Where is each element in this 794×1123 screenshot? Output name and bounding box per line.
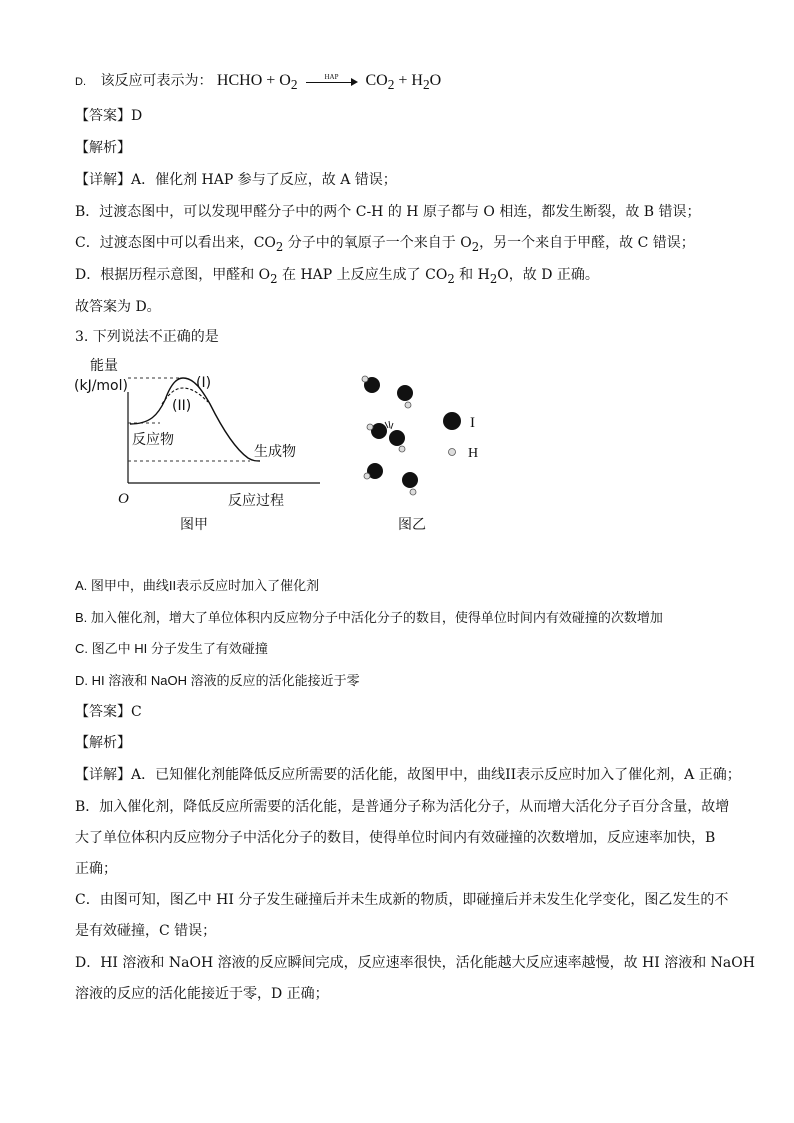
h-atom — [367, 424, 373, 430]
q3-detail-d-1: D．HI 溶液和 NaOH 溶液的反应瞬间完成，反应速率很快，活化能越大反应速率越慢，故 HI 溶液和 NaOH — [75, 955, 755, 971]
reaction-equation: HCHO + $O_2$ HAP $CO_2 + H_2O$ — [217, 72, 441, 89]
q3-detail-c-1: C．由图可知，图乙中 HI 分子发生碰撞后并未生成新的物质，即碰撞后并未发生化学变化，图乙发生的不 — [75, 892, 729, 908]
i-atom — [371, 423, 387, 439]
q3-option-c: C. 图乙中 HI 分子发生了有效碰撞 — [75, 641, 268, 656]
i-atom — [397, 385, 413, 401]
q2-conclusion: 故答案为 D。 — [75, 299, 161, 315]
curve-i — [130, 378, 260, 461]
reactant-label: 反应物 — [132, 432, 174, 448]
i-atom — [389, 430, 405, 446]
reaction-arrow-icon — [306, 74, 358, 88]
curve-ii-label: (II) — [172, 398, 192, 414]
q3-option-d: D. HI 溶液和 NaOH 溶液的反应的活化能接近于零 — [75, 673, 360, 688]
figure-b-caption: 图乙 — [398, 517, 426, 533]
legend-h-label: H — [468, 446, 479, 461]
energy-diagram — [74, 357, 320, 533]
figure-a-caption: 图甲 — [180, 517, 208, 533]
q3-detail-b-1: B．加入催化剂，降低反应所需要的活化能，是普通分子称为活化分子，从而增大活化分子百分含量，故增 — [75, 799, 730, 815]
q3-answer: 【答案】C — [75, 704, 142, 720]
collision-diagram — [362, 376, 478, 533]
legend-i-label: I — [470, 415, 475, 431]
x-axis-label: 反应过程 — [228, 493, 284, 509]
q2-answer: 【答案】D — [75, 108, 143, 124]
q3-analysis-heading: 【解析】 — [75, 735, 131, 751]
q2-option-d — [75, 70, 441, 95]
y-axis-label-unit: (kJ/mol) — [74, 378, 128, 394]
q2-detail-c: C．过渡态图中可以看出来，$CO_2$ 分子中的氧原子一个来自于 $O_2$，另一个来自于甲醛，故 C 错误； — [75, 235, 695, 254]
q2-detail-a: 【详解】A．催化剂 HAP 参与了反应，故 A 错误； — [75, 172, 397, 188]
q3-figures — [70, 352, 510, 537]
h-atom — [405, 402, 411, 408]
legend-i-atom-icon — [443, 412, 461, 430]
option-d-prefix: D. — [75, 76, 86, 88]
q3-option-a: A. 图甲中，曲线II表示反应时加入了催化剂 — [75, 578, 320, 593]
origin-label: O — [118, 491, 129, 507]
curve-i-label: (I) — [196, 375, 212, 391]
q3-detail-d-2: 溶液的反应的活化能接近于零，D 正确； — [75, 986, 329, 1002]
legend-h-atom-icon — [449, 449, 456, 456]
y-axis-label-energy: 能量 — [90, 358, 118, 374]
i-atom — [402, 472, 418, 488]
h-atom — [410, 489, 416, 495]
option-d-text: 该反应可表示为： — [100, 72, 213, 88]
q3-stem: 3. 下列说法不正确的是 — [75, 329, 219, 345]
q2-detail-d: D．根据历程示意图，甲醛和 $O_2$ 在 HAP 上反应生成了 $CO_2$ 和 $H_2O$，故 D 正确。 — [75, 267, 599, 286]
q3-detail-b-3: 正确； — [75, 861, 117, 877]
q3-option-b: B. 加入催化剂，增大了单位体积内反应物分子中活化分子的数目，使得单位时间内有效碰撞的次数增加 — [75, 610, 663, 625]
q3-detail-b-2: 大了单位体积内反应物分子中活化分子的数目，使得单位时间内有效碰撞的次数增加，反应速率加快，B — [75, 830, 716, 846]
arrow-catalyst-label: HAP — [324, 73, 339, 82]
h-atom — [364, 473, 370, 479]
q2-detail-b: B．过渡态图中，可以发现甲醛分子中的两个 C-H 的 H 原子都与 O 相连，都发生断裂，故 B 错误； — [75, 204, 701, 220]
q2-analysis-heading: 【解析】 — [75, 140, 131, 156]
product-label: 生成物 — [254, 444, 296, 460]
h-atom — [399, 446, 405, 452]
q3-detail-a: 【详解】A．已知催化剂能降低反应所需要的活化能，故图甲中，曲线II表示反应时加入了催化剂，A 正确； — [75, 767, 741, 783]
h-atom — [362, 376, 368, 382]
q3-detail-c-2: 是有效碰撞，C 错误； — [75, 923, 217, 939]
